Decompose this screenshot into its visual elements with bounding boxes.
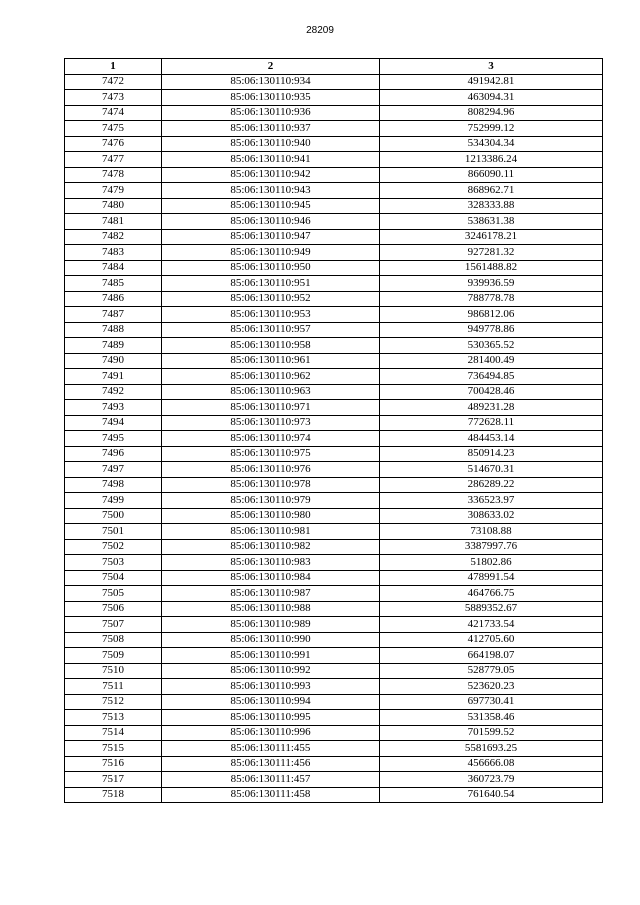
- row-number-cell: 7518: [65, 787, 162, 803]
- table-row: [65, 694, 603, 710]
- table-row: [65, 276, 603, 292]
- table-row: [65, 570, 603, 586]
- row-number-cell: 7507: [65, 617, 162, 633]
- row-number-cell: 7490: [65, 353, 162, 369]
- cadastral-number-cell: 85:06:130110:984: [162, 570, 380, 586]
- cadastral-number-cell: 85:06:130110:992: [162, 663, 380, 679]
- data-table: [64, 58, 603, 803]
- row-number-cell: 7476: [65, 136, 162, 152]
- value-cell: 281400.49: [380, 353, 603, 369]
- table-row: [65, 446, 603, 462]
- value-cell: 328333.88: [380, 198, 603, 214]
- cadastral-number-cell: 85:06:130110:940: [162, 136, 380, 152]
- value-cell: 772628.11: [380, 415, 603, 431]
- value-cell: 463094.31: [380, 90, 603, 106]
- table-row: [65, 524, 603, 540]
- row-number-cell: 7509: [65, 648, 162, 664]
- row-number-cell: 7511: [65, 679, 162, 695]
- table-row: [65, 167, 603, 183]
- row-number-cell: 7498: [65, 477, 162, 493]
- table-row: [65, 787, 603, 803]
- row-number-cell: 7481: [65, 214, 162, 230]
- cadastral-number-cell: 85:06:130110:994: [162, 694, 380, 710]
- value-cell: 788778.78: [380, 291, 603, 307]
- value-cell: 336523.97: [380, 493, 603, 509]
- table-row: [65, 322, 603, 338]
- table-row: [65, 400, 603, 416]
- cadastral-number-cell: 85:06:130110:973: [162, 415, 380, 431]
- cadastral-number-cell: 85:06:130110:943: [162, 183, 380, 199]
- cadastral-number-cell: 85:06:130110:951: [162, 276, 380, 292]
- value-cell: 1561488.82: [380, 260, 603, 276]
- cadastral-number-cell: 85:06:130110:993: [162, 679, 380, 695]
- value-cell: 308633.02: [380, 508, 603, 524]
- table-row: [65, 493, 603, 509]
- value-cell: 528779.05: [380, 663, 603, 679]
- table-row: [65, 338, 603, 354]
- value-cell: 514670.31: [380, 462, 603, 478]
- cadastral-number-cell: 85:06:130110:946: [162, 214, 380, 230]
- table-row: [65, 307, 603, 323]
- value-cell: 286289.22: [380, 477, 603, 493]
- table-row: [65, 152, 603, 168]
- row-number-cell: 7480: [65, 198, 162, 214]
- value-cell: 927281.32: [380, 245, 603, 261]
- cadastral-number-cell: 85:06:130110:974: [162, 431, 380, 447]
- cadastral-number-cell: 85:06:130110:981: [162, 524, 380, 540]
- cadastral-number-cell: 85:06:130110:958: [162, 338, 380, 354]
- value-cell: 73108.88: [380, 524, 603, 540]
- row-number-cell: 7482: [65, 229, 162, 245]
- value-cell: 534304.34: [380, 136, 603, 152]
- column-header-3: 3: [380, 59, 603, 75]
- table-row: [65, 415, 603, 431]
- cadastral-number-cell: 85:06:130110:949: [162, 245, 380, 261]
- cadastral-number-cell: 85:06:130110:941: [162, 152, 380, 168]
- cadastral-number-cell: 85:06:130110:942: [162, 167, 380, 183]
- table-row: [65, 462, 603, 478]
- value-cell: 484453.14: [380, 431, 603, 447]
- cadastral-number-cell: 85:06:130110:947: [162, 229, 380, 245]
- row-number-cell: 7510: [65, 663, 162, 679]
- value-cell: 939936.59: [380, 276, 603, 292]
- cadastral-number-cell: 85:06:130110:952: [162, 291, 380, 307]
- value-cell: 530365.52: [380, 338, 603, 354]
- row-number-cell: 7500: [65, 508, 162, 524]
- table-row: [65, 679, 603, 695]
- cadastral-number-cell: 85:06:130110:963: [162, 384, 380, 400]
- row-number-cell: 7496: [65, 446, 162, 462]
- table-row: [65, 741, 603, 757]
- table-row: [65, 183, 603, 199]
- cadastral-number-cell: 85:06:130110:980: [162, 508, 380, 524]
- row-number-cell: 7512: [65, 694, 162, 710]
- table-row: [65, 105, 603, 121]
- row-number-cell: 7486: [65, 291, 162, 307]
- row-number-cell: 7503: [65, 555, 162, 571]
- row-number-cell: 7516: [65, 756, 162, 772]
- value-cell: 850914.23: [380, 446, 603, 462]
- value-cell: 664198.07: [380, 648, 603, 664]
- cadastral-number-cell: 85:06:130110:979: [162, 493, 380, 509]
- cadastral-number-cell: 85:06:130110:953: [162, 307, 380, 323]
- value-cell: 949778.86: [380, 322, 603, 338]
- table-row: [65, 632, 603, 648]
- row-number-cell: 7506: [65, 601, 162, 617]
- value-cell: 489231.28: [380, 400, 603, 416]
- value-cell: 701599.52: [380, 725, 603, 741]
- table-row: [65, 648, 603, 664]
- value-cell: 531358.46: [380, 710, 603, 726]
- table-row: [65, 539, 603, 555]
- cadastral-number-cell: 85:06:130110:971: [162, 400, 380, 416]
- value-cell: 736494.85: [380, 369, 603, 385]
- cadastral-number-cell: 85:06:130110:937: [162, 121, 380, 137]
- row-number-cell: 7501: [65, 524, 162, 540]
- value-cell: 3246178.21: [380, 229, 603, 245]
- row-number-cell: 7479: [65, 183, 162, 199]
- column-header-1: 1: [65, 59, 162, 75]
- cadastral-number-cell: 85:06:130111:456: [162, 756, 380, 772]
- row-number-cell: 7494: [65, 415, 162, 431]
- row-number-cell: 7495: [65, 431, 162, 447]
- cadastral-number-cell: 85:06:130110:957: [162, 322, 380, 338]
- row-number-cell: 7478: [65, 167, 162, 183]
- cadastral-number-cell: 85:06:130111:458: [162, 787, 380, 803]
- table-row: [65, 710, 603, 726]
- cadastral-number-cell: 85:06:130110:991: [162, 648, 380, 664]
- cadastral-number-cell: 85:06:130110:936: [162, 105, 380, 121]
- table-row: [65, 772, 603, 788]
- value-cell: 491942.81: [380, 74, 603, 90]
- table-row: [65, 214, 603, 230]
- table-row: [65, 477, 603, 493]
- row-number-cell: 7504: [65, 570, 162, 586]
- cadastral-number-cell: 85:06:130110:978: [162, 477, 380, 493]
- table-row: [65, 353, 603, 369]
- row-number-cell: 7492: [65, 384, 162, 400]
- row-number-cell: 7483: [65, 245, 162, 261]
- value-cell: 986812.06: [380, 307, 603, 323]
- table-row: [65, 555, 603, 571]
- table-row: [65, 198, 603, 214]
- cadastral-number-cell: 85:06:130110:962: [162, 369, 380, 385]
- table-row: [65, 725, 603, 741]
- cadastral-number-cell: 85:06:130110:990: [162, 632, 380, 648]
- row-number-cell: 7472: [65, 74, 162, 90]
- table-row: [65, 121, 603, 137]
- table-row: [65, 601, 603, 617]
- row-number-cell: 7508: [65, 632, 162, 648]
- table-row: [65, 74, 603, 90]
- cadastral-number-cell: 85:06:130110:945: [162, 198, 380, 214]
- cadastral-number-cell: 85:06:130110:950: [162, 260, 380, 276]
- value-cell: 421733.54: [380, 617, 603, 633]
- cadastral-number-cell: 85:06:130110:975: [162, 446, 380, 462]
- row-number-cell: 7502: [65, 539, 162, 555]
- value-cell: 3387997.76: [380, 539, 603, 555]
- row-number-cell: 7497: [65, 462, 162, 478]
- page-number: 28209: [306, 25, 334, 36]
- table-row: [65, 431, 603, 447]
- table-header-row: [65, 59, 603, 75]
- table-row: [65, 229, 603, 245]
- table-row: [65, 90, 603, 106]
- value-cell: 456666.08: [380, 756, 603, 772]
- table-row: [65, 586, 603, 602]
- row-number-cell: 7477: [65, 152, 162, 168]
- value-cell: 868962.71: [380, 183, 603, 199]
- value-cell: 51802.86: [380, 555, 603, 571]
- value-cell: 478991.54: [380, 570, 603, 586]
- value-cell: 1213386.24: [380, 152, 603, 168]
- row-number-cell: 7515: [65, 741, 162, 757]
- row-number-cell: 7493: [65, 400, 162, 416]
- value-cell: 412705.60: [380, 632, 603, 648]
- table-row: [65, 369, 603, 385]
- cadastral-number-cell: 85:06:130110:983: [162, 555, 380, 571]
- value-cell: 538631.38: [380, 214, 603, 230]
- table-row: [65, 260, 603, 276]
- cadastral-number-cell: 85:06:130110:987: [162, 586, 380, 602]
- cadastral-number-cell: 85:06:130110:935: [162, 90, 380, 106]
- table-row: [65, 384, 603, 400]
- column-header-2: 2: [162, 59, 380, 75]
- table-row: [65, 756, 603, 772]
- value-cell: 5581693.25: [380, 741, 603, 757]
- row-number-cell: 7514: [65, 725, 162, 741]
- cadastral-number-cell: 85:06:130111:455: [162, 741, 380, 757]
- value-cell: 523620.23: [380, 679, 603, 695]
- row-number-cell: 7489: [65, 338, 162, 354]
- value-cell: 360723.79: [380, 772, 603, 788]
- cadastral-number-cell: 85:06:130110:982: [162, 539, 380, 555]
- value-cell: 464766.75: [380, 586, 603, 602]
- row-number-cell: 7484: [65, 260, 162, 276]
- row-number-cell: 7517: [65, 772, 162, 788]
- row-number-cell: 7474: [65, 105, 162, 121]
- cadastral-number-cell: 85:06:130110:989: [162, 617, 380, 633]
- row-number-cell: 7491: [65, 369, 162, 385]
- cadastral-number-cell: 85:06:130110:996: [162, 725, 380, 741]
- cadastral-number-cell: 85:06:130111:457: [162, 772, 380, 788]
- value-cell: 697730.41: [380, 694, 603, 710]
- row-number-cell: 7473: [65, 90, 162, 106]
- table-row: [65, 245, 603, 261]
- row-number-cell: 7505: [65, 586, 162, 602]
- table-row: [65, 136, 603, 152]
- row-number-cell: 7488: [65, 322, 162, 338]
- value-cell: 866090.11: [380, 167, 603, 183]
- value-cell: 5889352.67: [380, 601, 603, 617]
- table-row: [65, 663, 603, 679]
- value-cell: 761640.54: [380, 787, 603, 803]
- table-header: [65, 59, 603, 75]
- cadastral-number-cell: 85:06:130110:988: [162, 601, 380, 617]
- row-number-cell: 7487: [65, 307, 162, 323]
- row-number-cell: 7475: [65, 121, 162, 137]
- value-cell: 752999.12: [380, 121, 603, 137]
- cadastral-number-cell: 85:06:130110:961: [162, 353, 380, 369]
- value-cell: 808294.96: [380, 105, 603, 121]
- cadastral-number-cell: 85:06:130110:976: [162, 462, 380, 478]
- table-row: [65, 617, 603, 633]
- cadastral-number-cell: 85:06:130110:995: [162, 710, 380, 726]
- row-number-cell: 7485: [65, 276, 162, 292]
- row-number-cell: 7513: [65, 710, 162, 726]
- cadastral-number-cell: 85:06:130110:934: [162, 74, 380, 90]
- table-body: [65, 74, 603, 803]
- row-number-cell: 7499: [65, 493, 162, 509]
- table-row: [65, 508, 603, 524]
- value-cell: 700428.46: [380, 384, 603, 400]
- table-row: [65, 291, 603, 307]
